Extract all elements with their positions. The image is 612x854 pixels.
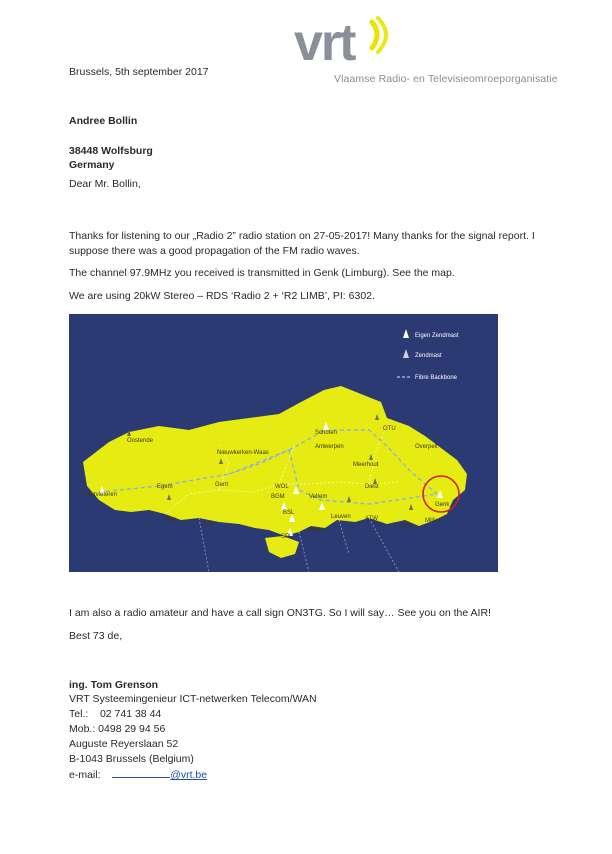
paragraph-2: The channel 97.9MHz you received is transmitted in Genk (Limburg). See the map.: [69, 267, 455, 279]
letter-date: Brussels, 5th september 2017: [69, 66, 209, 78]
recipient-city: 38448 Wolfsburg: [69, 145, 153, 157]
mobile: Mob.: 0498 29 94 56: [69, 723, 166, 735]
street-address: Auguste Reyerslaan 52: [69, 738, 179, 750]
label-millen: Millen: [425, 518, 441, 524]
salutation: Dear Mr. Bollin,: [69, 178, 141, 190]
label-spl: SPL: [281, 534, 293, 540]
paragraph-3: We are using 20kW Stereo – RDS ‘Radio 2 + ‘R2 LIMB’, PI: 6302.: [69, 290, 375, 302]
legend-mast: Zendmast: [415, 353, 442, 359]
telephone-number: 02 741 38 44: [99, 708, 162, 720]
legend-fibre: Fibre Backbone: [415, 375, 458, 381]
email-redacted-user: [112, 768, 170, 778]
label-wavre: Wavre: [309, 528, 327, 534]
recipient-name: Andree Bollin: [69, 115, 138, 127]
email[interactable]: [69, 768, 207, 782]
label-nieuwkerken: Nieuwkerken-Waas: [217, 450, 269, 456]
label-btm: BTM: [401, 524, 414, 530]
label-leuven: Leuven: [331, 514, 351, 520]
city-address: B-1043 Brussels (Belgium): [69, 753, 194, 765]
logo-text: vrt: [294, 14, 355, 70]
label-meerhout: Meerhout: [353, 462, 379, 468]
label-schoten: Schoten: [315, 430, 338, 436]
label-antwerpen: Antwerpen: [315, 444, 344, 450]
legend-own-mast: Eigen Zendmast: [415, 333, 459, 339]
signal-waves-icon: [372, 22, 377, 48]
signatory-title: VRT Systeemingenieur ICT-netwerken Telecom/WAN: [69, 693, 317, 705]
label-gent: Gent: [215, 482, 229, 488]
email-label: e-mail:: [69, 769, 101, 781]
label-bgm: BGM: [271, 494, 285, 500]
paragraph-1-line-1: Thanks for listening to our „Radio 2” radio station on 27-05-2017! Many thanks for the signal report. I: [69, 230, 535, 242]
telephone: [69, 708, 161, 721]
label-bsl: BSL: [283, 510, 295, 516]
coverage-map: [69, 314, 498, 572]
label-genk: Genk: [435, 502, 450, 508]
organisation-name: Vlaamse Radio- en Televisieomroeporganisatie: [334, 73, 558, 85]
label-atw: ATW: [365, 516, 378, 522]
label-vlo: VLO: [201, 522, 214, 528]
label-overpelt: Overpelt: [415, 444, 438, 450]
telephone-label: Tel.:: [69, 708, 89, 720]
recipient-country: Germany: [69, 159, 115, 171]
label-egem: Egem: [157, 484, 173, 490]
closing: Best 73 de,: [69, 630, 123, 642]
email-domain[interactable]: @vrt.be: [170, 769, 208, 781]
label-otu: OTU: [383, 426, 396, 432]
label-oostvleteren: Oostvleteren: [83, 492, 118, 498]
label-wol: WOL: [275, 484, 289, 490]
vrt-logo: [294, 14, 394, 70]
label-diest: Diest: [365, 484, 379, 490]
signatory-name: ing. Tom Grenson: [69, 679, 159, 691]
paragraph-4: I am also a radio amateur and have a call sign ON3TG. So I will say… See you on the AIR!: [69, 607, 491, 619]
label-oostende: Oostende: [127, 438, 154, 444]
paragraph-1-line-2: suppose there was a good propagation of the FM radio waves.: [69, 245, 360, 257]
label-bel: BEL: [167, 518, 179, 524]
label-veltem: Veltem: [309, 494, 328, 500]
